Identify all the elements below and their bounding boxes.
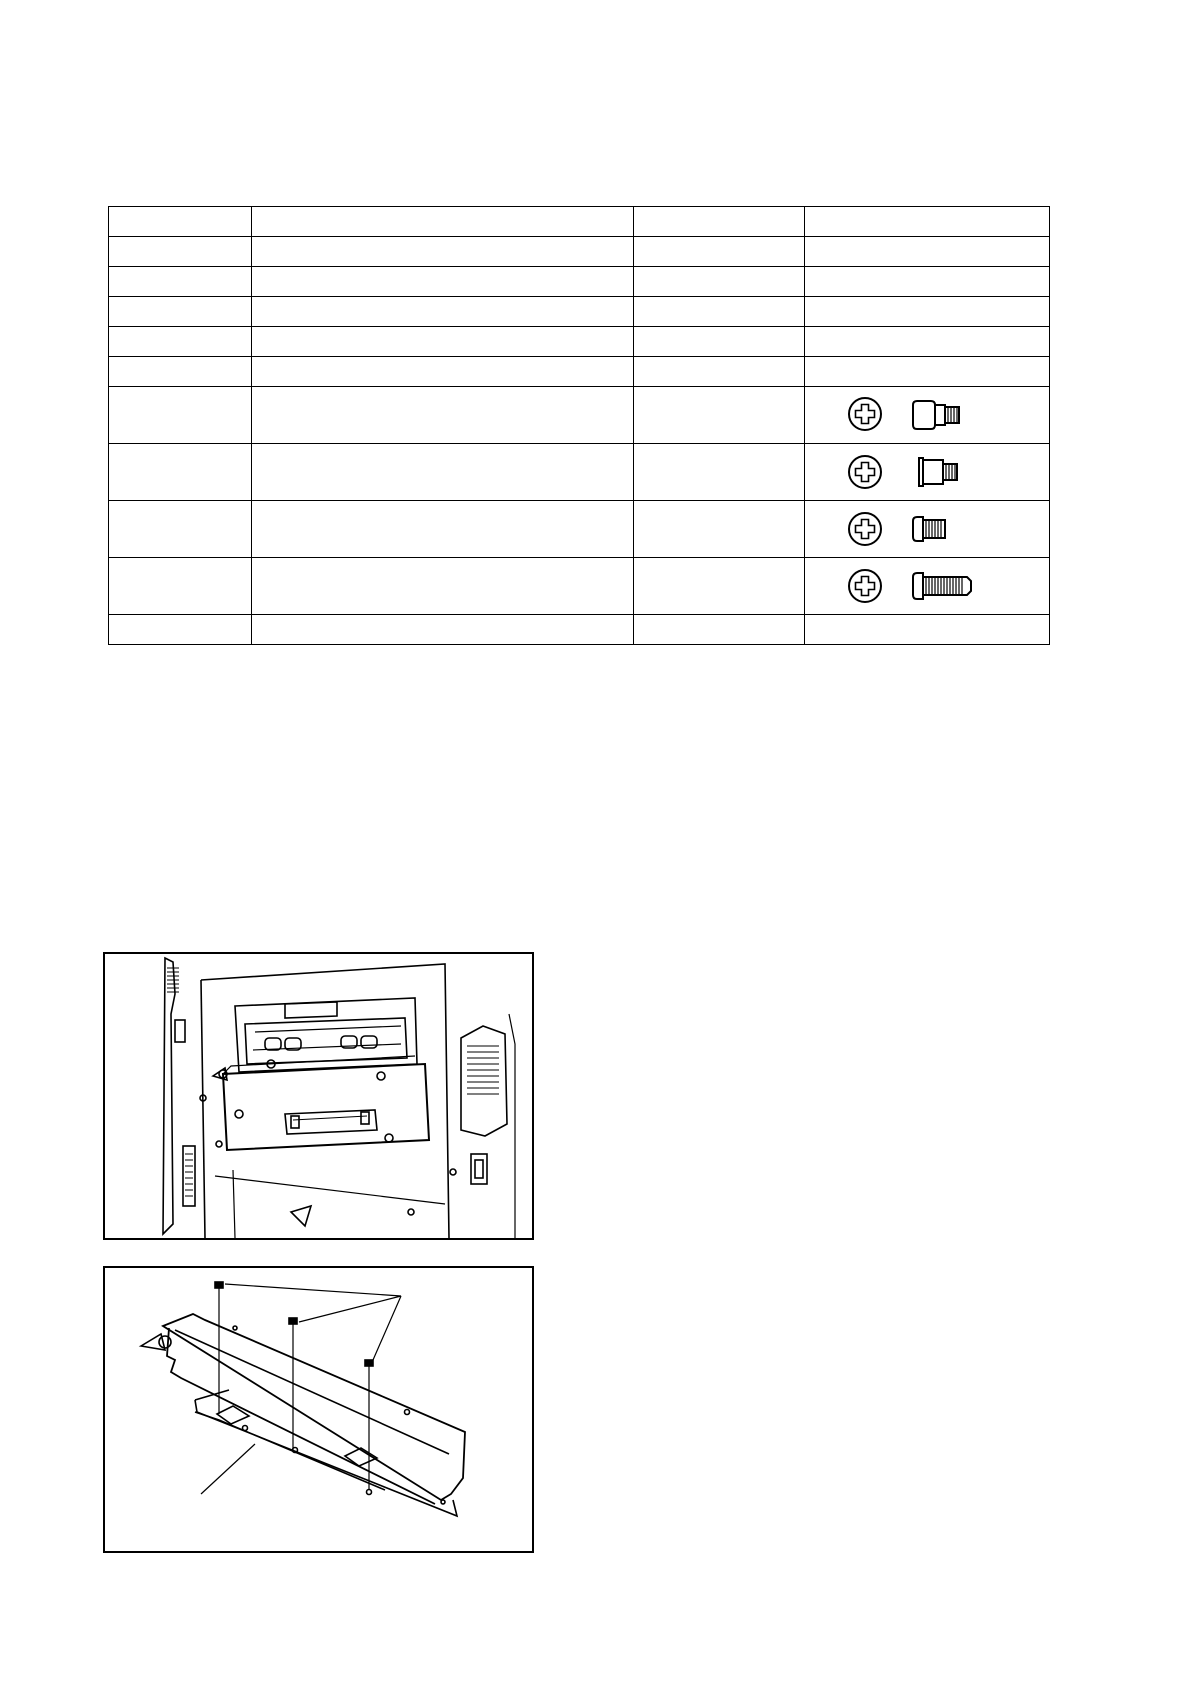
table-cell <box>109 237 252 267</box>
screw-illustration-cell <box>805 444 1050 501</box>
table-row <box>109 501 1050 558</box>
table-cell <box>109 297 252 327</box>
table-cell <box>252 327 634 357</box>
table-row <box>109 207 1050 237</box>
bracket-with-screws-illustration <box>103 1266 534 1553</box>
table-cell <box>634 444 805 501</box>
table-row <box>109 237 1050 267</box>
table-cell <box>252 237 634 267</box>
screw-illustration-cell <box>805 558 1050 615</box>
table-cell <box>109 615 252 645</box>
table-cell <box>634 501 805 558</box>
table-row <box>109 387 1050 444</box>
stepped-screw-long-icon <box>913 401 959 429</box>
table-cell <box>805 357 1050 387</box>
table-row <box>109 615 1050 645</box>
screw-illustration-cell <box>805 501 1050 558</box>
table-cell <box>252 357 634 387</box>
table-cell <box>805 615 1050 645</box>
machine-rear-view-illustration <box>103 952 534 1240</box>
table-cell <box>252 444 634 501</box>
table-cell <box>634 387 805 444</box>
table-cell <box>634 327 805 357</box>
table-cell <box>634 357 805 387</box>
table-cell <box>109 267 252 297</box>
table-row <box>109 357 1050 387</box>
table-cell <box>109 387 252 444</box>
table-cell <box>252 387 634 444</box>
table-cell <box>805 267 1050 297</box>
table-cell <box>109 207 252 237</box>
screw-illustration-cell <box>805 387 1050 444</box>
table-cell <box>109 444 252 501</box>
phillips-head-icon <box>849 513 881 545</box>
table-cell <box>805 297 1050 327</box>
table-row <box>109 327 1050 357</box>
table-cell <box>634 615 805 645</box>
table-cell <box>634 267 805 297</box>
table-cell <box>805 207 1050 237</box>
table-cell <box>252 501 634 558</box>
printer-rear-icon <box>105 954 532 1238</box>
table-cell <box>109 501 252 558</box>
table-cell <box>109 558 252 615</box>
table-cell <box>634 207 805 237</box>
table-cell <box>634 237 805 267</box>
parts-table <box>108 206 1050 645</box>
table-row <box>109 297 1050 327</box>
short-screw-icon <box>913 517 945 541</box>
phillips-head-icon <box>849 456 881 488</box>
table-cell <box>805 237 1050 267</box>
mounting-bracket-icon <box>105 1268 532 1551</box>
table-cell <box>252 615 634 645</box>
phillips-head-icon <box>849 570 881 602</box>
table-cell <box>634 558 805 615</box>
table-row <box>109 558 1050 615</box>
table-cell <box>109 327 252 357</box>
table-cell <box>634 297 805 327</box>
table-cell <box>252 297 634 327</box>
stepped-screw-short-icon <box>919 458 957 486</box>
table-cell <box>252 267 634 297</box>
table-cell <box>252 207 634 237</box>
table-cell <box>805 327 1050 357</box>
table-row <box>109 267 1050 297</box>
table-cell <box>252 558 634 615</box>
long-screw-icon <box>913 573 971 599</box>
phillips-head-icon <box>849 398 881 430</box>
table-row <box>109 444 1050 501</box>
table-cell <box>109 357 252 387</box>
